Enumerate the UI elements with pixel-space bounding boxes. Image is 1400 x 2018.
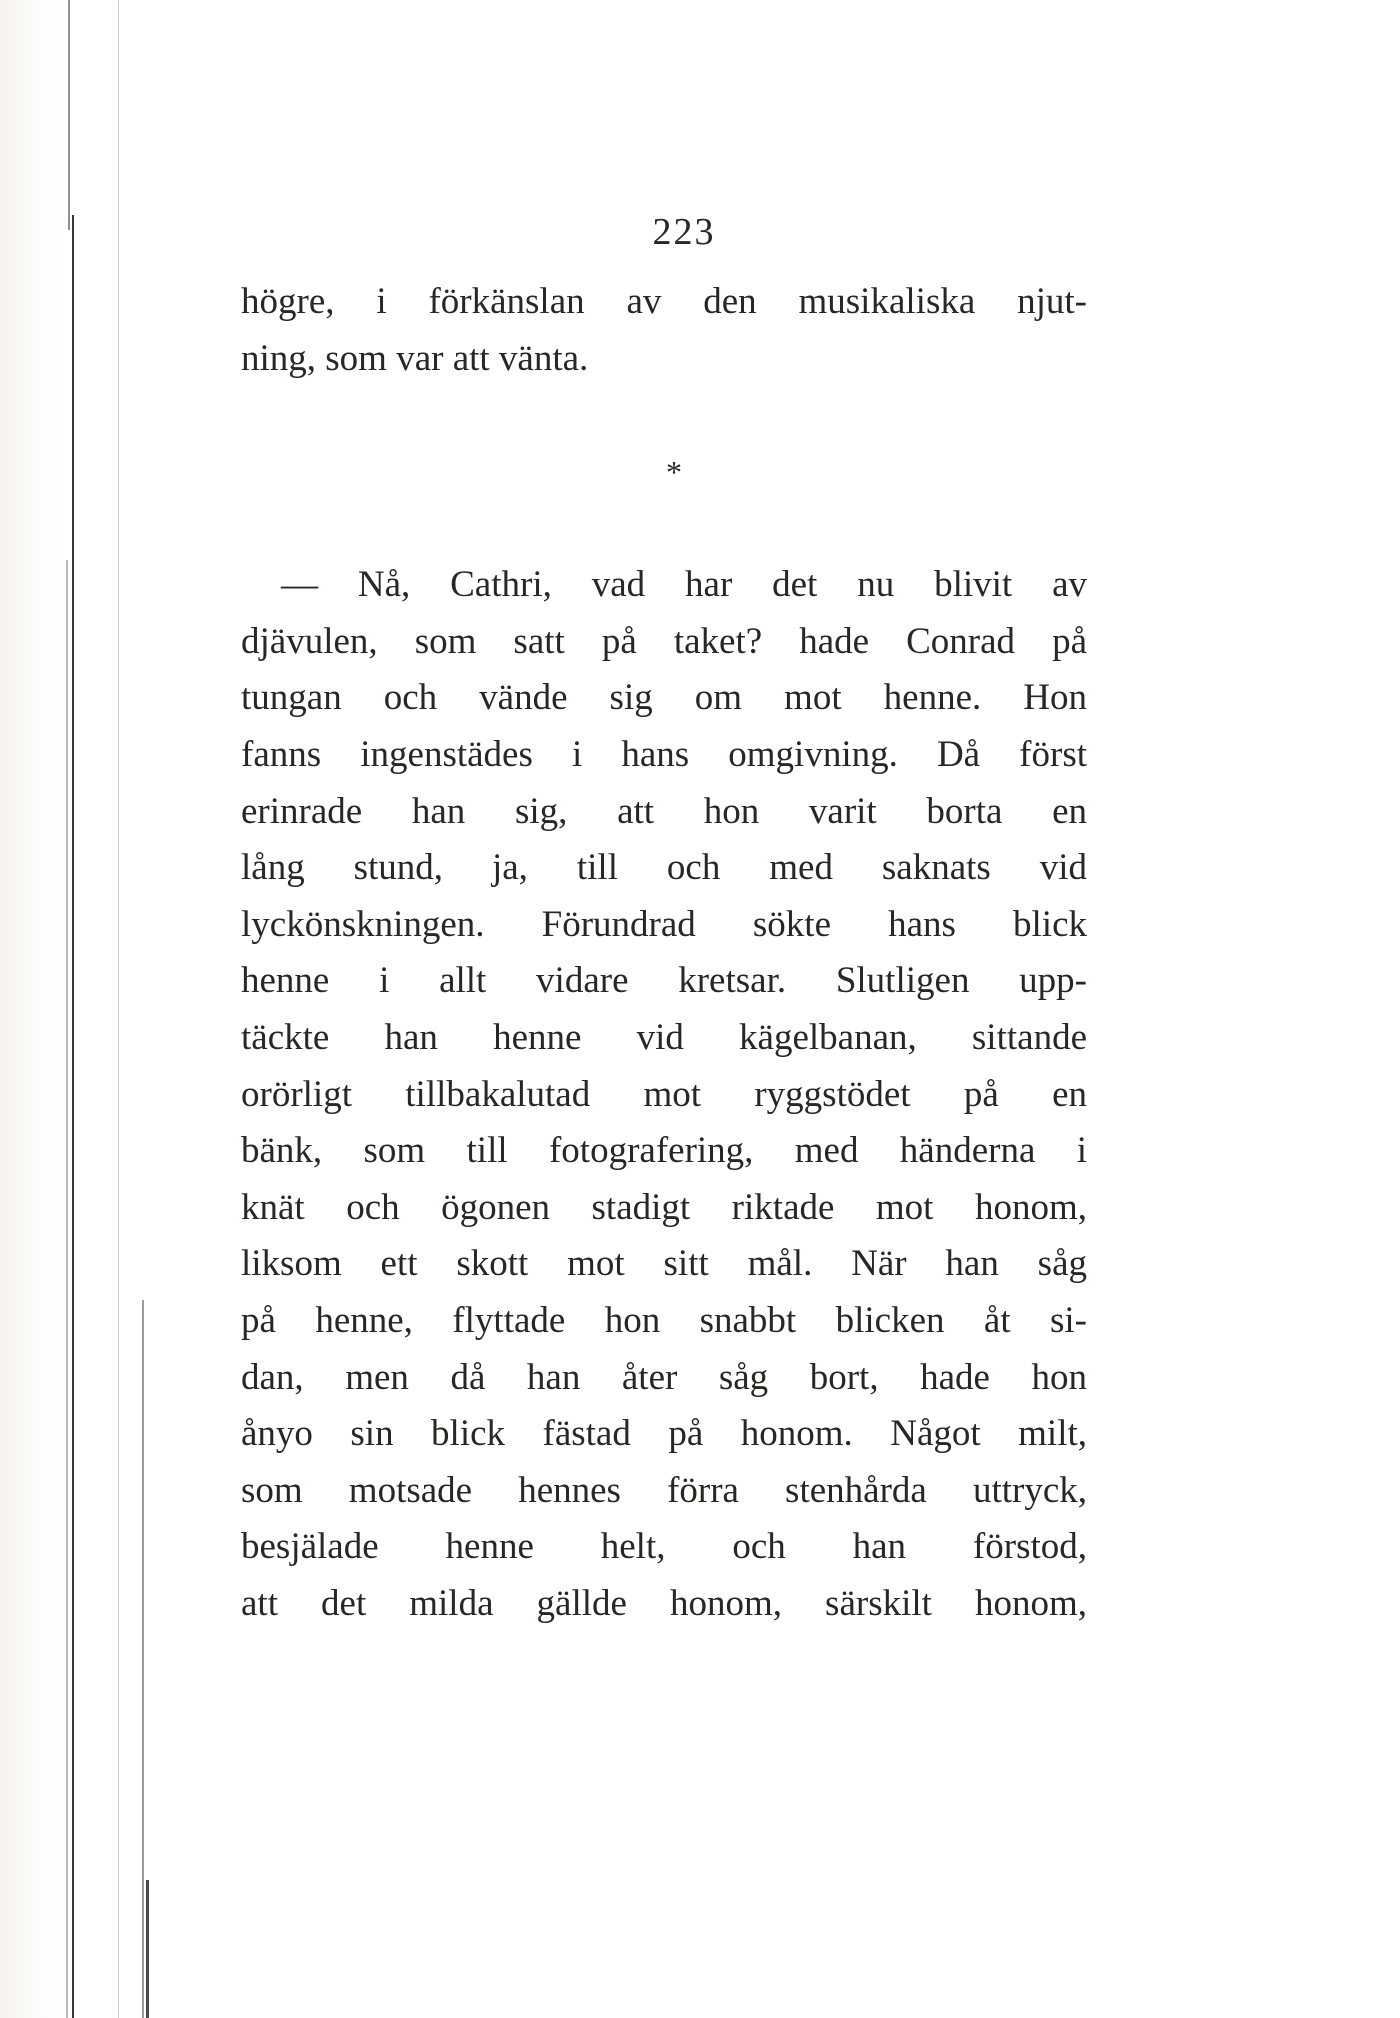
text-line: ning, som var att vänta. [241,337,589,379]
text-line: henne i allt vidare kretsar. Slutligen upp- [241,960,1087,1002]
section-break-asterisk: * [666,454,682,491]
binding-edge-line [118,0,119,2018]
text-line: tungan och vände sig om mot henne. Hon [241,677,1087,719]
binding-edge-line [72,215,74,2018]
body-text [241,274,1087,1632]
binding-edge-line [68,0,70,230]
text-line: knät och ögonen stadigt riktade mot honom, [241,1186,1087,1228]
text-line: — Nå, Cathri, vad har det nu blivit av [281,564,1087,606]
text-line: på henne, flyttade hon snabbt blicken åt si- [241,1299,1087,1341]
text-line: djävulen, som satt på taket? hade Conrad på [241,620,1087,662]
text-line: besjälade henne helt, och han förstod, [241,1526,1087,1568]
text-line: orörligt tillbakalutad mot ryggstödet på en [241,1073,1087,1115]
text-line: dan, men då han åter såg bort, hade hon [241,1356,1087,1398]
page-number: 223 [652,211,716,253]
page-gutter-shadow [0,0,62,2018]
text-line: täckte han henne vid kägelbanan, sittande [241,1016,1087,1058]
text-line: lång stund, ja, till och med saknats vid [241,847,1087,889]
text-line: lyckönskningen. Förundrad sökte hans blick [241,903,1087,945]
binding-edge-line [142,1300,144,2018]
text-line: att det milda gällde honom, särskilt honom, [241,1582,1087,1624]
text-line: liksom ett skott mot sitt mål. När han såg [241,1243,1087,1285]
text-line: som motsade hennes förra stenhårda uttryck, [241,1469,1087,1511]
binding-edge-line [146,1880,149,2018]
text-line: högre, i förkänslan av den musikaliska njut- [241,281,1087,322]
text-line: erinrade han sig, att hon varit borta en [241,790,1087,832]
text-line: ånyo sin blick fästad på honom. Något milt, [241,1413,1087,1455]
text-line: bänk, som till fotografering, med händerna i [241,1130,1087,1172]
text-line: fanns ingenstädes i hans omgivning. Då först [241,733,1087,775]
binding-edge-line [66,560,68,2018]
